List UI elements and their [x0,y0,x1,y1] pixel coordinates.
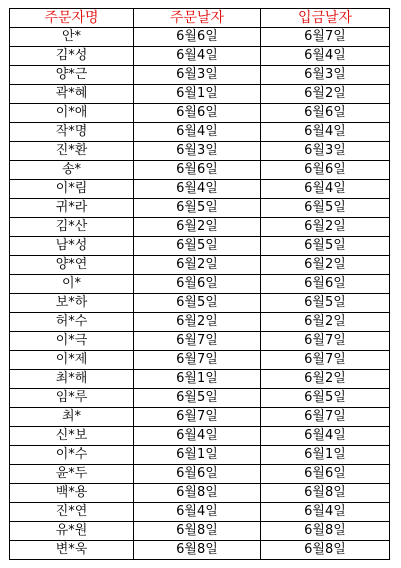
order-date-cell: 6월5일 [134,237,261,256]
order-date-cell: 6월6일 [134,28,261,47]
order-date-cell: 6월4일 [134,47,261,66]
payment-date-cell: 6월8일 [261,541,390,560]
orderer-name-cell: 임*루 [10,389,134,408]
payment-date-cell: 6월5일 [261,237,390,256]
orderer-name-cell: 이*림 [10,180,134,199]
order-date-cell: 6월5일 [134,199,261,218]
order-date-cell: 6월3일 [134,66,261,85]
orderer-name-cell: 귀*라 [10,199,134,218]
table-row [10,104,390,123]
table-row [10,161,390,180]
order-date-cell: 6월4일 [134,123,261,142]
payment-date-cell: 6월3일 [261,142,390,161]
payment-date-cell: 6월2일 [261,218,390,237]
orderer-name-cell: 김*성 [10,47,134,66]
order-date-cell: 6월4일 [134,503,261,522]
order-date-cell: 6월1일 [134,85,261,104]
order-date-cell: 6월7일 [134,332,261,351]
order-date-cell: 6월6일 [134,275,261,294]
payment-date-cell: 6월8일 [261,484,390,503]
order-date-cell: 6월2일 [134,313,261,332]
table-row [10,313,390,332]
payment-date-cell: 6월4일 [261,180,390,199]
table-row [10,351,390,370]
table-row [10,123,390,142]
orderer-name-cell: 최*해 [10,370,134,389]
payment-date-cell: 6월5일 [261,389,390,408]
orderer-name-cell: 백*용 [10,484,134,503]
table-row [10,484,390,503]
order-date-cell: 6월4일 [134,180,261,199]
table-row [10,408,390,427]
table-row [10,199,390,218]
orderer-name-cell: 곽*혜 [10,85,134,104]
table-row [10,180,390,199]
table-row [10,370,390,389]
header-orderer-name: 주문자명 [10,9,134,28]
order-date-cell: 6월6일 [134,465,261,484]
order-date-cell: 6월8일 [134,541,261,560]
order-date-cell: 6월3일 [134,142,261,161]
orderer-name-cell: 신*보 [10,427,134,446]
payment-date-cell: 6월4일 [261,503,390,522]
order-date-cell: 6월6일 [134,161,261,180]
orderer-name-cell: 남*성 [10,237,134,256]
header-order-date: 주문날자 [134,9,261,28]
table-row [10,237,390,256]
payment-date-cell: 6월2일 [261,313,390,332]
orderer-name-cell: 안* [10,28,134,47]
order-date-cell: 6월6일 [134,104,261,123]
order-date-cell: 6월5일 [134,294,261,313]
header-row [10,9,390,28]
payment-date-cell: 6월1일 [261,446,390,465]
orderer-name-cell: 보*하 [10,294,134,313]
table-row [10,66,390,85]
table-row [10,28,390,47]
payment-date-cell: 6월7일 [261,351,390,370]
table-row [10,541,390,560]
payment-date-cell: 6월7일 [261,28,390,47]
order-date-cell: 6월7일 [134,351,261,370]
order-date-cell: 6월2일 [134,256,261,275]
table-body [10,28,390,560]
payment-date-cell: 6월3일 [261,66,390,85]
orderer-name-cell: 유*원 [10,522,134,541]
table-row [10,427,390,446]
payment-date-cell: 6월4일 [261,123,390,142]
table-row [10,389,390,408]
orderer-name-cell: 변*욱 [10,541,134,560]
payment-date-cell: 6월6일 [261,465,390,484]
order-date-cell: 6월7일 [134,408,261,427]
orderer-name-cell: 이*애 [10,104,134,123]
payment-date-cell: 6월2일 [261,256,390,275]
orderer-name-cell: 이*제 [10,351,134,370]
orderer-name-cell: 양*근 [10,66,134,85]
order-date-cell: 6월8일 [134,484,261,503]
payment-date-cell: 6월6일 [261,275,390,294]
table-row [10,446,390,465]
payment-date-cell: 6월7일 [261,332,390,351]
order-date-cell: 6월4일 [134,427,261,446]
orderer-name-cell: 이*극 [10,332,134,351]
payment-date-cell: 6월6일 [261,161,390,180]
orderer-name-cell: 최* [10,408,134,427]
order-date-cell: 6월1일 [134,370,261,389]
table-row [10,275,390,294]
order-table [9,8,390,560]
table-row [10,522,390,541]
header-payment-date: 입금날자 [261,9,390,28]
payment-date-cell: 6월8일 [261,522,390,541]
payment-date-cell: 6월2일 [261,85,390,104]
payment-date-cell: 6월7일 [261,408,390,427]
table-row [10,503,390,522]
payment-date-cell: 6월4일 [261,427,390,446]
orderer-name-cell: 양*연 [10,256,134,275]
table-row [10,332,390,351]
table-row [10,142,390,161]
payment-date-cell: 6월5일 [261,199,390,218]
order-date-cell: 6월1일 [134,446,261,465]
table-row [10,294,390,313]
order-date-cell: 6월5일 [134,389,261,408]
orderer-name-cell: 작*명 [10,123,134,142]
payment-date-cell: 6월6일 [261,104,390,123]
orderer-name-cell: 허*수 [10,313,134,332]
orderer-name-cell: 이* [10,275,134,294]
table-row [10,47,390,66]
orderer-name-cell: 송* [10,161,134,180]
table-row [10,85,390,104]
orderer-name-cell: 진*연 [10,503,134,522]
table-row [10,465,390,484]
table-row [10,218,390,237]
payment-date-cell: 6월2일 [261,370,390,389]
payment-date-cell: 6월5일 [261,294,390,313]
orderer-name-cell: 진*환 [10,142,134,161]
order-date-cell: 6월8일 [134,522,261,541]
table-row [10,256,390,275]
orderer-name-cell: 윤*두 [10,465,134,484]
payment-date-cell: 6월4일 [261,47,390,66]
orderer-name-cell: 이*수 [10,446,134,465]
order-date-cell: 6월2일 [134,218,261,237]
orderer-name-cell: 김*산 [10,218,134,237]
